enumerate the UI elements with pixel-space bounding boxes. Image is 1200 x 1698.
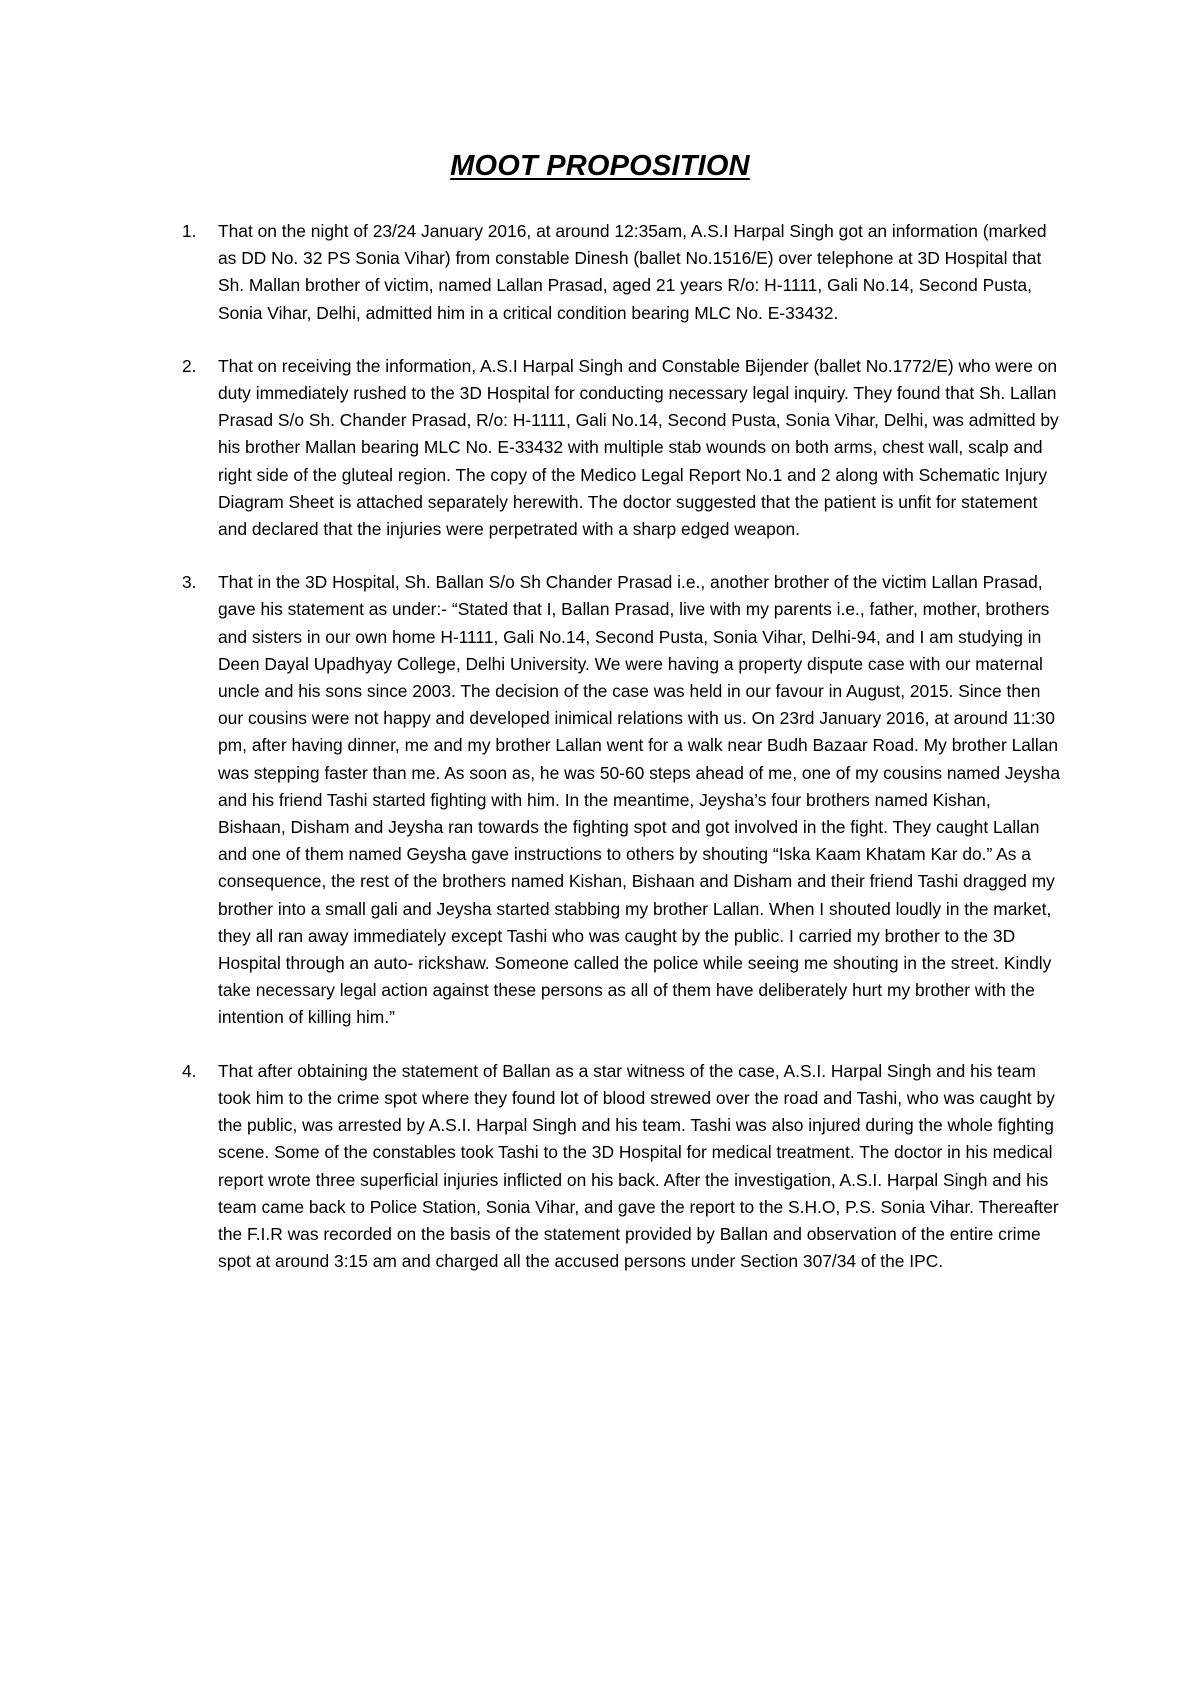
proposition-item-3	[170, 569, 1060, 1031]
item-number: 1.	[182, 221, 197, 241]
item-number: 4.	[182, 1060, 197, 1081]
document-title: MOOT PROPOSITION	[450, 150, 750, 182]
item-number: 2.	[182, 355, 197, 376]
proposition-item-4	[170, 1058, 1060, 1276]
item-text: That in the 3D Hospital, Sh. Ballan S/o Sh Chander Prasad i.e., another brother of the victim Lallan Prasad, gave his statement as under:- “Stated that I, Ballan Prasad, live with my parents i.e., father, mother, brothers and sisters in our own home H-1111, Gali No.14, Second Pusta, Sonia Vihar, Delhi-94, and I am studying in Deen Dayal Upadhyay College, Delhi University. We were having a property dispute case with our maternal uncle and his sons since 2003. The decision of the case was held in our favour in August, 2015. Since then our cousins were not happy and developed inimical relations with us. On 23rd January 2016, at around 11:30 pm, after having dinner, me and my brother Lallan went for a walk near Budh Bazaar Road. My brother Lallan was stepping faster than me. As soon as, he was 50-60 steps ahead of me, one of my cousins named Jeysha and his friend Tashi started fighting with him. In the meantime, Jeysha’s four brothers named Kishan, Bishaan, Disham and Jeysha ran towards the fighting spot and got involved in the fight. They caught Lallan and one of them named Geysha gave instructions to others by shouting “Iska Kaam Khatam Kar do.” As a consequence, the rest of the brothers named Kishan, Bishaan and Disham and their friend Tashi dragged my brother into a small gali and Jeysha started stabbing my brother Lallan. When I shouted loudly in the market, they all ran away immediately except Tashi who was caught by the public. I carried my brother to the 3D Hospital through an auto- rickshaw. Someone called the police while seeing me shouting in the street. Kindly take necessary legal action against these persons as all of them have deliberately hurt my brother with the intention of killing him.”	[218, 572, 1060, 1028]
proposition-item-1	[170, 218, 1060, 327]
proposition-item-2	[170, 353, 1060, 543]
item-text: That after obtaining the statement of Ballan as a star witness of the case, A.S.I. Harpal Singh and his team took him to the crime spot where they found lot of blood strewed over the road and Tashi, who was caught by the public, was arrested by A.S.I. Harpal Singh and his team. Tashi was also injured during the whole fighting scene. Some of the constables took Tashi to the 3D Hospital for medical treatment. The doctor in his medical report wrote three superficial injuries inflicted on his back. After the investigation, A.S.I. Harpal Singh and his team came back to Police Station, Sonia Vihar, and gave the report to the S.H.O, P.S. Sonia Vihar. Thereafter the F.I.R was recorded on the basis of the statement provided by Ballan and observation of the entire crime spot at around 3:15 am and charged all the accused persons under Section 307/34 of the IPC.	[218, 1060, 1059, 1272]
item-number: 3.	[182, 572, 197, 593]
item-text: That on receiving the information, A.S.I Harpal Singh and Constable Bijender (ballet No.1772/E) who were on duty immediately rushed to the 3D Hospital for conducting necessary legal inquiry. They found that Sh. Lallan Prasad S/o Sh. Chander Prasad, R/o: H-1111, Gali No.14, Second Pusta, Sonia Vihar, Delhi, was admitted by his brother Mallan bearing MLC No. E-33432 with multiple stab wounds on both arms, chest wall, scalp and right side of the gluteal region. The copy of the Medico Legal Report No.1 and 2 along with Schematic Injury Diagram Sheet is attached separately herewith. The doctor suggested that the patient is unfit for statement and declared that the injuries were perpetrated with a sharp edged weapon.	[218, 355, 1059, 540]
item-text: That on the night of 23/24 January 2016, at around 12:35am, A.S.I Harpal Singh got an information (marked as DD No. 32 PS Sonia Vihar) from constable Dinesh (ballet No.1516/E) over telephone at 3D Hospital that Sh. Mallan brother of victim, named Lallan Prasad, aged 21 years R/o: H-1111, Gali No.14, Second Pusta, Sonia Vihar, Delhi, admitted him in a critical condition bearing MLC No. E-33432.	[218, 221, 1047, 323]
proposition-list	[170, 218, 1060, 1301]
